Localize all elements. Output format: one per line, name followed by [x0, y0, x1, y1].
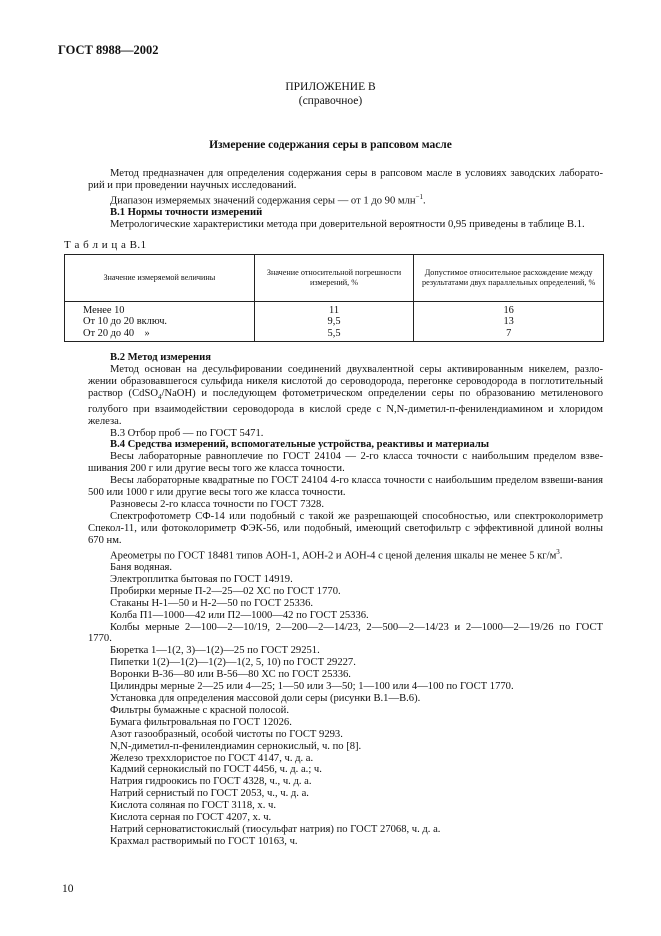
document-header: ГОСТ 8988—2002 — [58, 43, 159, 57]
b2-text-part: Метод основан на десульфировании соединений двухвалентной серы активированным никелем, разло-жении образовавшегося сульфида никеля кислотой до сероводорода, перегонке сероводорода в поглотительный раствор (CdSO — [88, 363, 603, 399]
list-item: Установка для определения массовой доли серы (рисунки В.1—В.6). — [110, 693, 421, 705]
table-caption: Т а б л и ц а В.1 — [64, 239, 147, 251]
list-item: Натрий сернистый по ГОСТ 2053, ч., ч. д. а. — [110, 788, 309, 800]
list-item: Крахмал растворимый по ГОСТ 10163, ч. — [110, 835, 298, 847]
unit-exponent: −1 — [415, 192, 424, 201]
sulfate-subscript: 4 — [158, 392, 162, 401]
list-item: Колбы мерные 2—100—2—10/19, 2—200—2—14/23, 2—500—2—14/23 и 2—1000—2—19/26 по ГОСТ 1770. — [88, 621, 603, 645]
cell-error: 5,5 — [254, 328, 414, 342]
table-row — [65, 316, 604, 327]
section-b1-text: Метрологические характеристики метода при доверительной вероятности 0,95 приведены в таблице В.1. — [110, 219, 585, 231]
section-b1-heading: В.1 Нормы точности измерений — [110, 207, 263, 219]
range-period: . — [423, 195, 426, 207]
header-relative-error: Значение относительной погрешности измерений, % — [254, 255, 414, 302]
list-item: Натрий серноватистокислый (тиосульфат натрия) по ГОСТ 27068, ч. д. а. — [110, 823, 441, 835]
equipment-paragraph: Весы лабораторные равноплечие по ГОСТ 24104 — 2-го класса точности с наибольшим пределом взве-шивания 200 г или другие весы того же класса точности. — [88, 451, 603, 475]
list-item: Азот газообразный, особой чистоты по ГОСТ 9293. — [110, 728, 343, 740]
section-b2-heading: В.2 Метод измерения — [110, 352, 211, 363]
list-item: Бумага фильтровальная по ГОСТ 12026. — [110, 716, 292, 728]
list-item: Натрия гидроокись по ГОСТ 4328, ч., ч. д. а. — [110, 776, 312, 788]
table-header-row — [65, 255, 604, 302]
cell-discrepancy: 16 — [414, 302, 604, 317]
equipment-paragraph: Весы лабораторные квадратные по ГОСТ 24104 4-го класса точности с наибольшим пределом взвеши-вания 500 или 1000 г или другие весы того же класса точности. — [88, 475, 603, 499]
header-measured-value: Значение измеряемой величины — [65, 255, 255, 302]
accuracy-table — [64, 254, 604, 342]
list-item: Стаканы Н-1—50 и Н-2—50 по ГОСТ 25336. — [110, 597, 314, 609]
areometer-text: Ареометры по ГОСТ 18481 типов АОН-1, АОН-2 и АОН-4 с ценой деления шкалы не менее 5 кг/м — [110, 550, 557, 562]
section-b3-text: В.3 Отбор проб — по ГОСТ 5471. — [110, 427, 264, 439]
b2-text-part: /NaOH) и последующем фотометрическом определении серы по образованию метиленового голубого при взаимодействии сероводорода в кислой среде с N,N-диметил-п-фенилендиамином и хлоридом железа. — [88, 387, 603, 427]
cell-discrepancy: 13 — [414, 316, 604, 327]
list-item: Кадмий сернокислый по ГОСТ 4456, ч. д. а.; ч. — [110, 764, 322, 776]
equipment-paragraph: Спектрофотометр СФ-14 или подобный с такой же разрешающей способностью, или спектроколориметр Спекол-11, или фотоколориметр ФЭК-56, или подобный, имеющий светофильтр с эффективной длиной волны 670 нм. — [88, 510, 603, 546]
list-item: Баня водяная. — [110, 562, 173, 574]
annex-title: Измерение содержания серы в рапсовом масле — [209, 139, 452, 151]
list-item: Электроплитка бытовая по ГОСТ 14919. — [110, 573, 293, 585]
table-row — [65, 302, 604, 317]
list-item: Железо треххлористое по ГОСТ 4147, ч. д. а. — [110, 752, 314, 764]
list-item: Цилиндры мерные 2—25 или 4—25; 1—50 или 3—50; 1—100 или 4—100 по ГОСТ 1770. — [110, 681, 514, 693]
cell-error: 9,5 — [254, 316, 414, 327]
annex-label: ПРИЛОЖЕНИЕ В — [285, 81, 376, 93]
header-allowable-discrepancy: Допустимое относительное расхождение между результатами двух параллельных определений, % — [414, 255, 604, 302]
annex-note: (справочное) — [298, 95, 363, 107]
range-text: Диапазон измеряемых значений содержания серы — от 1 до 90 млн — [110, 195, 416, 207]
method-sections — [88, 352, 603, 848]
list-item: Фильтры бумажные с красной полосой. — [110, 704, 289, 716]
density-exponent: 3 — [556, 547, 560, 556]
cell-error: 11 — [254, 302, 414, 317]
table-row — [65, 328, 604, 342]
intro-paragraph: Метод предназначен для определения содержания серы в рапсовом масле в условиях заводских лаборато-рий и при проведении научных исследований. — [88, 168, 603, 191]
list-item: Пробирки мерные П-2—25—02 ХС по ГОСТ 1770. — [110, 585, 341, 597]
cell-range: От 20 до 40 » — [65, 328, 255, 342]
list-item: Пипетки 1(2)—1(2)—1(2)—1(2, 5, 10) по ГОСТ 29227. — [110, 657, 356, 669]
equipment-paragraph: Разновесы 2-го класса точности по ГОСТ 7328. — [110, 498, 324, 510]
section-b4-heading: В.4 Средства измерений, вспомогательные устройства, реактивы и материалы — [110, 439, 490, 451]
list-item: Кислота соляная по ГОСТ 3118, х. ч. — [110, 800, 277, 812]
areometer-paragraph — [88, 547, 603, 562]
section-b2-text — [88, 364, 603, 428]
list-item: Кислота серная по ГОСТ 4207, х. ч. — [110, 812, 272, 824]
areometer-period: . — [559, 550, 563, 562]
list-item: Воронки В-36—80 или В-56—80 ХС по ГОСТ 25336. — [110, 669, 351, 681]
cell-range: От 10 до 20 включ. — [65, 316, 255, 327]
list-item: Колба П1—1000—42 или П2—1000—42 по ГОСТ 25336. — [110, 609, 369, 621]
cell-discrepancy: 7 — [414, 328, 604, 342]
page-number: 10 — [62, 883, 74, 895]
list-item: Бюретка 1—1(2, 3)—1(2)—25 по ГОСТ 29251. — [110, 645, 320, 657]
cell-range: Менее 10 — [65, 302, 255, 317]
range-paragraph — [88, 192, 603, 207]
intro-section — [88, 168, 603, 231]
list-item: N,N-диметил-п-фенилендиамин сернокислый, ч. по [8]. — [110, 740, 362, 752]
